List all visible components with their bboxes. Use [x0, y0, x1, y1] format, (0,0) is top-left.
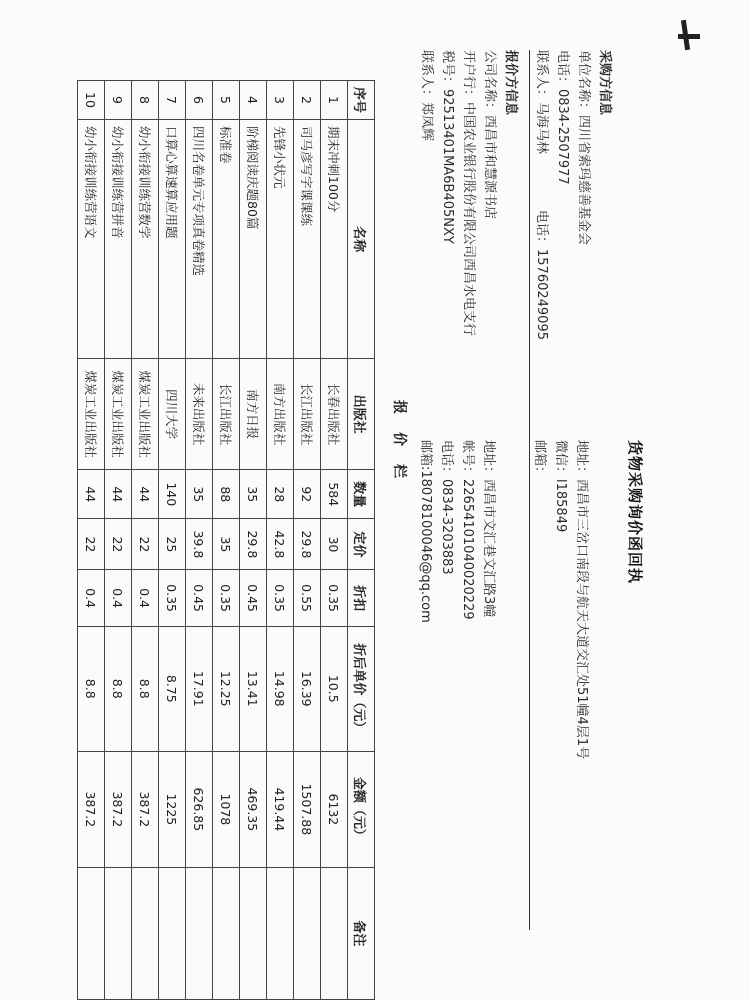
cell-price: 30 — [321, 519, 348, 570]
cell-note — [159, 867, 186, 999]
cell-price: 25 — [159, 519, 186, 570]
cell-price: 22 — [105, 519, 132, 570]
cell-amount: 469.35 — [240, 751, 267, 867]
cell-price: 29.8 — [240, 519, 267, 570]
buyer-contact: 联系人：马海马林 — [534, 50, 549, 155]
cell-discount: 0.35 — [267, 570, 294, 626]
supplier-header: 报价方信息 — [503, 50, 518, 116]
cell-seq: 4 — [240, 81, 267, 120]
cell-name: 阶梯阅读庆题80篇 — [240, 120, 267, 359]
cell-seq: 5 — [213, 81, 240, 120]
cell-amount: 387.2 — [105, 751, 132, 867]
cell-amount: 6132 — [321, 751, 348, 867]
cell-unit-price: 17.91 — [186, 626, 213, 751]
cell-unit-price: 8.8 — [105, 626, 132, 751]
cell-discount: 0.4 — [105, 570, 132, 626]
cell-publisher: 南方日报 — [240, 359, 267, 470]
cell-qty: 44 — [105, 470, 132, 519]
supplier-company: 公司名称：西昌市和慧源书店 — [482, 50, 497, 220]
cell-discount: 0.35 — [213, 570, 240, 626]
cell-seq: 2 — [294, 81, 321, 120]
cell-publisher: 四川大学 — [159, 359, 186, 470]
cell-qty: 35 — [186, 470, 213, 519]
supplier-account: 帐号：22654101040020229 — [460, 440, 475, 620]
cell-discount: 0.45 — [186, 570, 213, 626]
cell-amount: 419.44 — [267, 751, 294, 867]
cell-publisher: 长江出版社 — [294, 359, 321, 470]
cell-unit-price: 16.39 — [294, 626, 321, 751]
col-header-note: 备注 — [348, 867, 375, 999]
cell-qty: 140 — [159, 470, 186, 519]
cell-seq: 6 — [186, 81, 213, 120]
cell-discount: 0.45 — [240, 570, 267, 626]
supplier-address: 地址：西昌市文汇巷文汇路3幢 — [481, 440, 496, 618]
col-header-amount: 金额（元） — [348, 751, 375, 867]
cell-name: 期末冲刺100分 — [321, 120, 348, 359]
cell-discount: 0.55 — [294, 570, 321, 626]
cell-seq: 7 — [159, 81, 186, 120]
cell-amount: 387.2 — [132, 751, 159, 867]
table-header-row — [348, 81, 375, 1000]
col-header-name: 名称 — [348, 120, 375, 359]
table-row — [321, 81, 348, 1000]
supplier-contact: 联系人：郑凤辉 — [419, 50, 434, 142]
cell-publisher: 长江出版社 — [213, 359, 240, 470]
col-header-price: 定价 — [348, 519, 375, 570]
quote-bar-label: 报价栏 — [391, 400, 407, 496]
cell-amount: 626.85 — [186, 751, 213, 867]
cell-price: 22 — [78, 519, 105, 570]
cell-unit-price: 13.41 — [240, 626, 267, 751]
cell-unit-price: 12.25 — [213, 626, 240, 751]
cell-amount: 1225 — [159, 751, 186, 867]
cell-seq: 9 — [105, 81, 132, 120]
cell-unit-price: 10.5 — [321, 626, 348, 751]
col-header-discount: 折扣 — [348, 570, 375, 626]
cell-note — [267, 867, 294, 999]
buyer-address: 地址：西昌市三岔口南段与航天大道交汇处51幢4层1号 — [574, 440, 589, 760]
cell-name: 司马彦写字课课练 — [294, 120, 321, 359]
buyer-email: 邮箱： — [532, 440, 547, 480]
cell-note — [78, 867, 105, 999]
cell-qty: 35 — [240, 470, 267, 519]
cell-qty: 44 — [132, 470, 159, 519]
buyer-wechat: 微信：l185849 — [553, 440, 568, 533]
buyer-phone: 电话：0834-2507977 — [555, 50, 570, 185]
cell-name: 标准卷 — [213, 120, 240, 359]
quote-table — [77, 80, 375, 1000]
cell-discount: 0.4 — [78, 570, 105, 626]
document-title: 货物采购询价函回执 — [626, 440, 644, 585]
cell-unit-price: 14.98 — [267, 626, 294, 751]
cell-note — [240, 867, 267, 999]
cell-price: 42.8 — [267, 519, 294, 570]
cell-amount: 1507.88 — [294, 751, 321, 867]
col-header-unit-price: 折后单价（元） — [348, 626, 375, 751]
cell-seq: 8 — [132, 81, 159, 120]
cell-price: 29.8 — [294, 519, 321, 570]
buyer-header: 采购方信息 — [597, 50, 612, 116]
cell-discount: 0.4 — [132, 570, 159, 626]
cell-seq: 1 — [321, 81, 348, 120]
cell-qty: 584 — [321, 470, 348, 519]
buyer-contact-phone: 电话：15760249095 — [534, 210, 549, 340]
cell-publisher: 煤炭工业出版社 — [78, 359, 105, 470]
cell-discount: 0.35 — [159, 570, 186, 626]
cell-price: 22 — [132, 519, 159, 570]
cell-name: 四川名卷单元专项真卷精选 — [186, 120, 213, 359]
cell-name: 幼小衔接训练营数学 — [132, 120, 159, 359]
col-header-publisher: 出版社 — [348, 359, 375, 470]
cell-qty: 44 — [78, 470, 105, 519]
cell-publisher: 未来出版社 — [186, 359, 213, 470]
cell-discount: 0.35 — [321, 570, 348, 626]
cell-name: 先锋小状元 — [267, 120, 294, 359]
table-row — [132, 81, 159, 1000]
cell-note — [294, 867, 321, 999]
cell-seq: 3 — [267, 81, 294, 120]
cell-amount: 387.2 — [78, 751, 105, 867]
cell-note — [186, 867, 213, 999]
col-header-seq: 序号 — [348, 81, 375, 120]
cell-unit-price: 8.8 — [78, 626, 105, 751]
table-row — [213, 81, 240, 1000]
cell-price: 39.8 — [186, 519, 213, 570]
divider-line — [529, 50, 530, 930]
scan-mark — [678, 34, 700, 39]
cell-amount: 1078 — [213, 751, 240, 867]
cell-unit-price: 8.8 — [132, 626, 159, 751]
cell-qty: 88 — [213, 470, 240, 519]
supplier-tax: 税号：92513401MA6B405NXY — [440, 50, 455, 244]
cell-note — [132, 867, 159, 999]
col-header-qty: 数量 — [348, 470, 375, 519]
supplier-email: 邮箱:18078100046@qq.com — [418, 440, 433, 623]
cell-publisher: 煤炭工业出版社 — [105, 359, 132, 470]
table-row — [294, 81, 321, 1000]
cell-name: 幼小衔接训练营语文 — [78, 120, 105, 359]
table-row — [186, 81, 213, 1000]
cell-publisher: 煤炭工业出版社 — [132, 359, 159, 470]
table-row — [78, 81, 105, 1000]
buyer-unit: 单位名称：四川省索玛慈善基金会 — [576, 50, 591, 246]
cell-note — [105, 867, 132, 999]
cell-note — [321, 867, 348, 999]
cell-name: 幼小衔接训练营拼音 — [105, 120, 132, 359]
supplier-bank: 开户行：中国农业银行股份有限公司西昌水电支行 — [461, 50, 476, 337]
cell-price: 35 — [213, 519, 240, 570]
table-row — [159, 81, 186, 1000]
cell-qty: 92 — [294, 470, 321, 519]
cell-name: 口算心算速算应用题 — [159, 120, 186, 359]
cell-publisher: 长春出版社 — [321, 359, 348, 470]
cell-seq: 10 — [78, 81, 105, 120]
cell-publisher: 南方出版社 — [267, 359, 294, 470]
cell-unit-price: 8.75 — [159, 626, 186, 751]
table-row — [267, 81, 294, 1000]
cell-qty: 28 — [267, 470, 294, 519]
cell-note — [213, 867, 240, 999]
table-row — [240, 81, 267, 1000]
table-row — [105, 81, 132, 1000]
supplier-phone: 电话：0834-3203883 — [439, 440, 454, 575]
